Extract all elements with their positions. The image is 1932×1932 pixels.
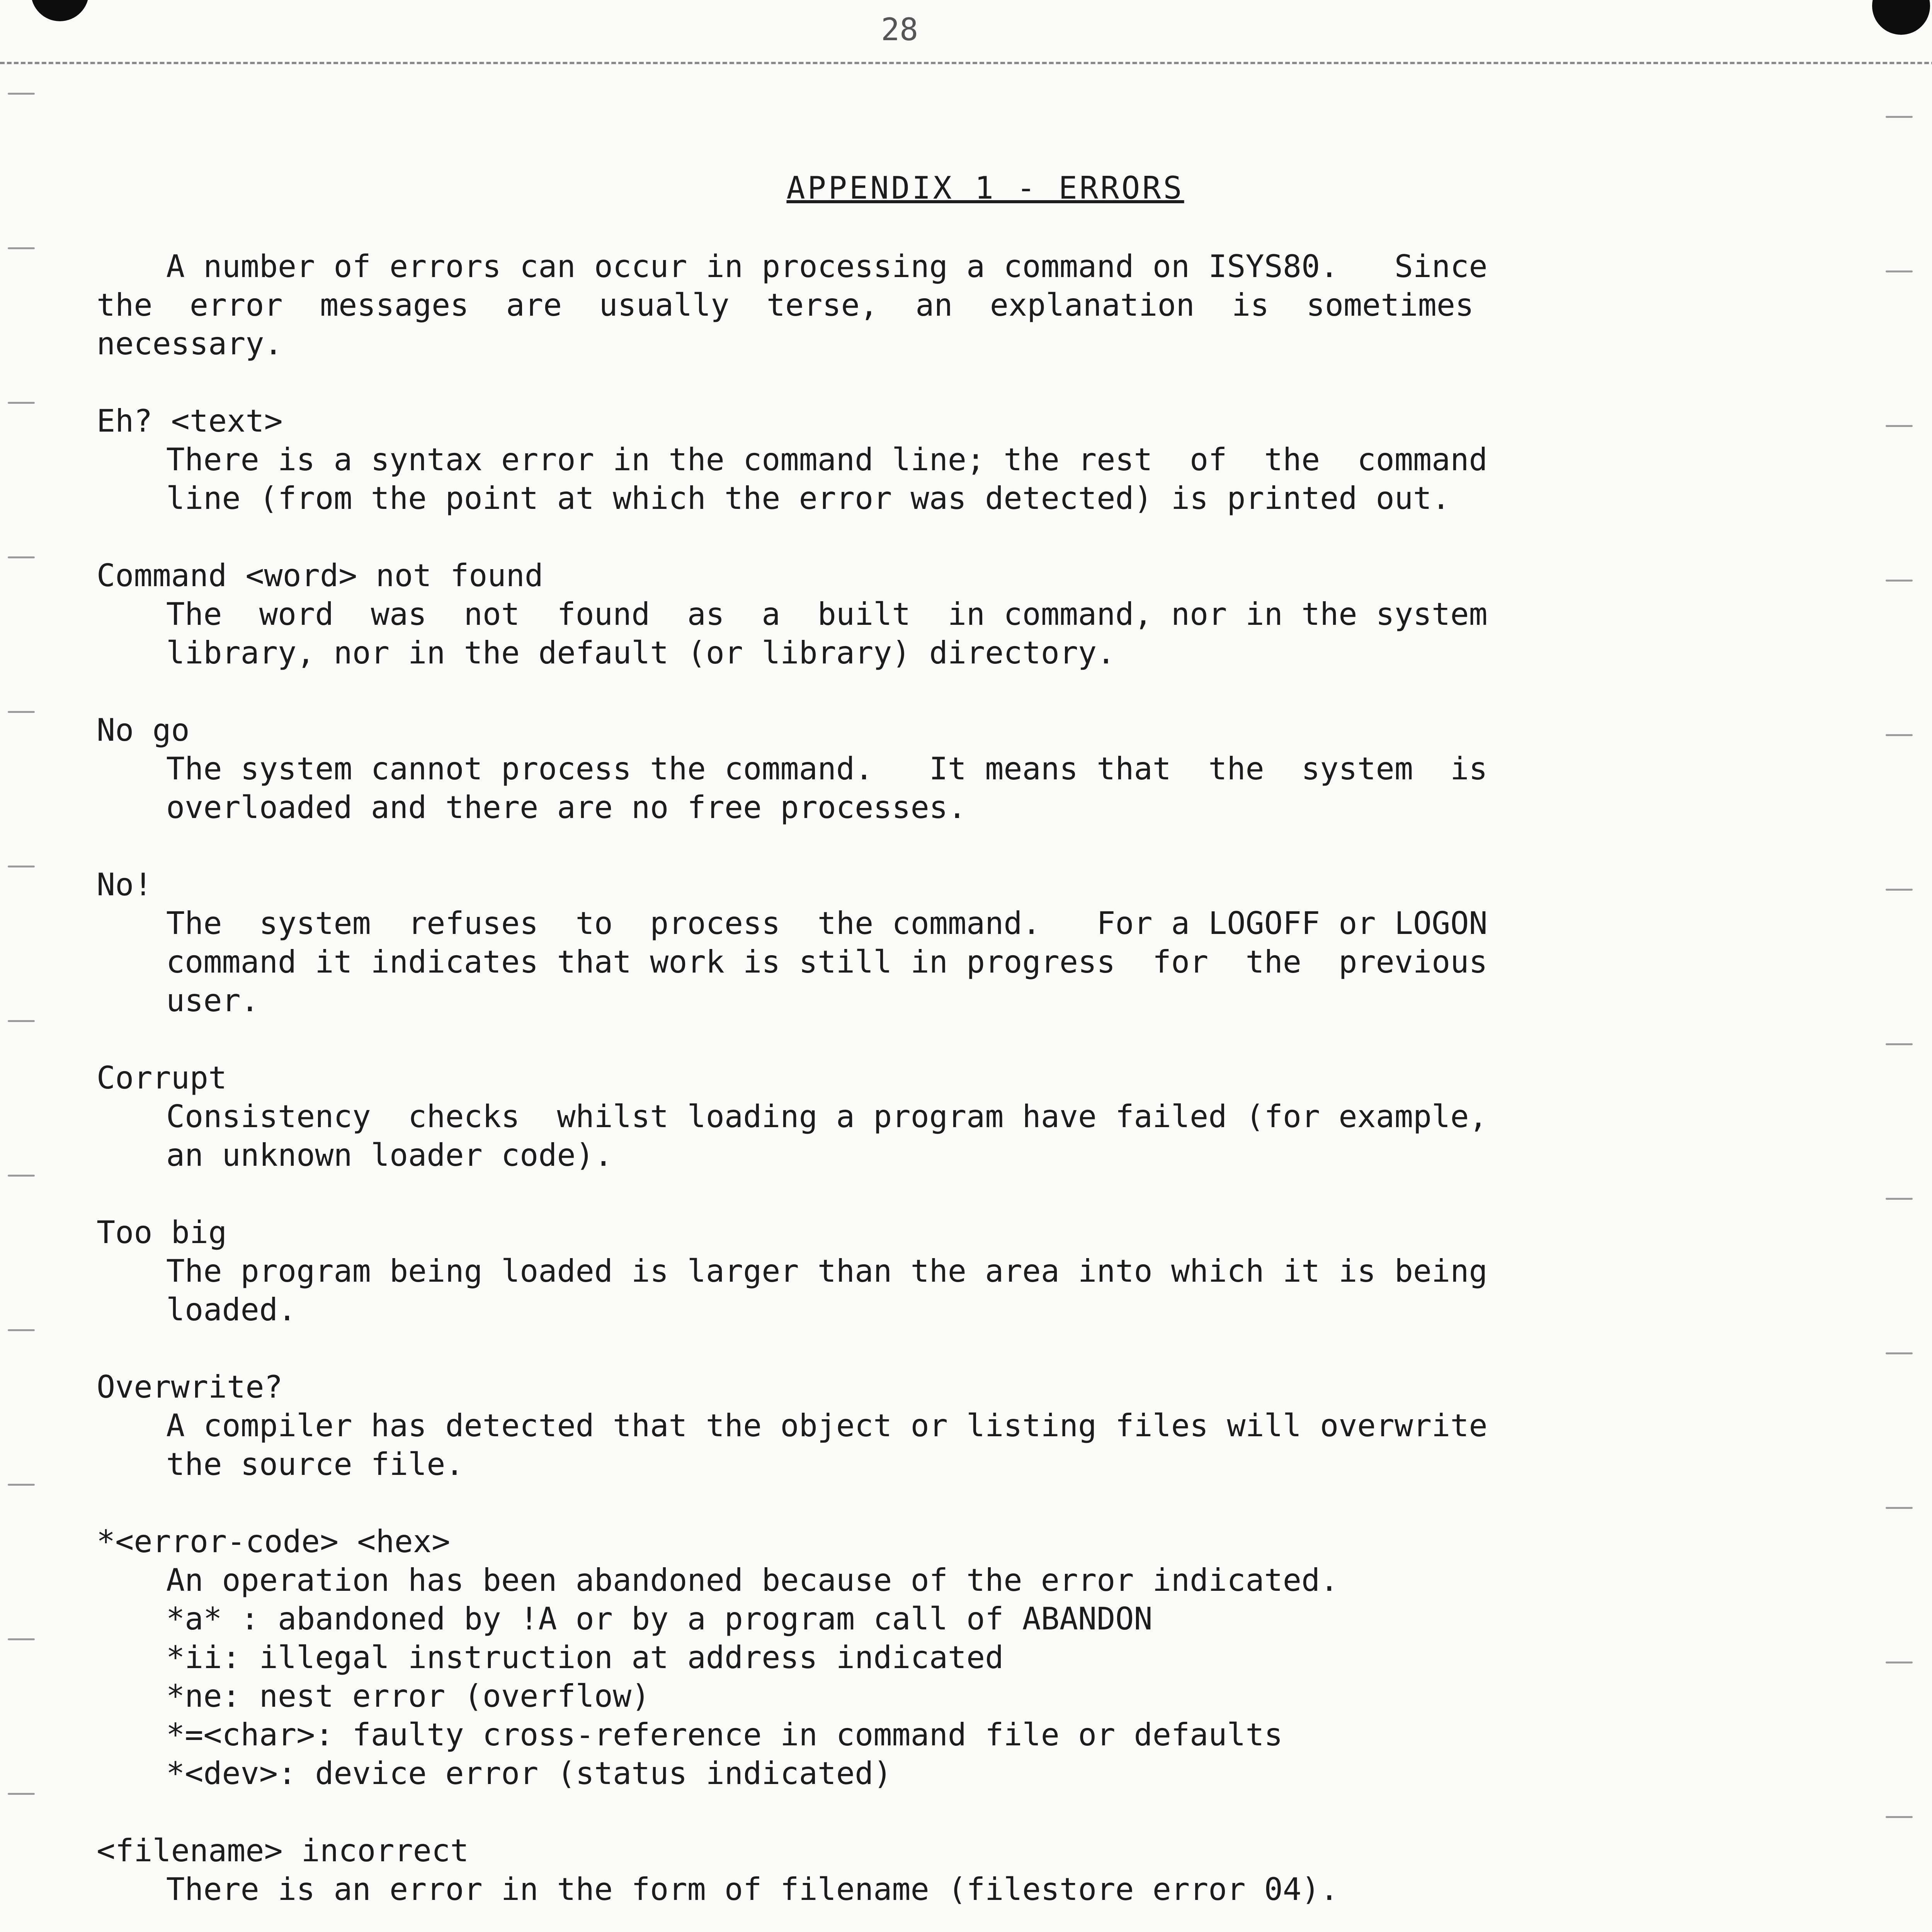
top-perforation-line [0, 62, 1932, 64]
right-margin-mark [1886, 580, 1913, 582]
error-heading: <filename> incorrect [97, 1833, 469, 1869]
left-margin-mark [8, 1020, 35, 1022]
error-heading: Corrupt [97, 1060, 227, 1096]
error-heading: No go [97, 712, 190, 748]
right-margin-mark [1886, 889, 1913, 891]
error-heading: Too big [97, 1214, 227, 1250]
error-description-line: *ne: nest error (overflow) [166, 1678, 650, 1714]
error-description-line: an unknown loader code). [166, 1137, 613, 1173]
error-description-line: The program being loaded is larger than the area into which it is being [166, 1253, 1488, 1289]
left-margin-mark [8, 1329, 35, 1331]
right-margin-mark [1886, 1043, 1913, 1045]
left-margin-mark [8, 1638, 35, 1640]
left-margin-mark [8, 711, 35, 713]
left-margin-mark [8, 247, 35, 249]
right-margin-mark [1886, 116, 1913, 118]
header-page-number: 28 [881, 12, 918, 48]
error-description-line: Consistency checks whilst loading a program have failed (for example, [166, 1099, 1488, 1134]
error-heading: Overwrite? [97, 1369, 283, 1405]
error-description-line: user. [166, 983, 259, 1019]
error-description-line: An operation has been abandoned because of the error indicated. [166, 1562, 1339, 1598]
intro-line: necessary. [97, 326, 283, 362]
error-description-line: The system refuses to process the command. For a LOGOFF or LOGON [166, 905, 1488, 941]
right-margin-mark [1886, 1816, 1913, 1818]
error-description-line: the source file. [166, 1446, 464, 1482]
error-description-line: overloaded and there are no free processes. [166, 789, 967, 825]
error-description-line: command it indicates that work is still in progress for the previous [166, 944, 1488, 980]
left-margin-mark [8, 866, 35, 867]
left-margin-mark [8, 556, 35, 558]
left-margin-mark [8, 402, 35, 404]
right-margin-mark [1886, 1352, 1913, 1354]
error-description-line: *=<char>: faulty cross-reference in command file or defaults [166, 1717, 1283, 1753]
punch-hole-top-right [1872, 0, 1930, 35]
left-margin-mark [8, 1793, 35, 1795]
right-margin-mark [1886, 425, 1913, 427]
right-margin-mark [1886, 1662, 1913, 1663]
punch-hole-top-left [31, 0, 89, 21]
right-margin-mark [1886, 734, 1913, 736]
error-description-line: line (from the point at which the error was detected) is printed out. [166, 480, 1451, 516]
error-description-line: A compiler has detected that the object or listing files will overwrite [166, 1408, 1488, 1444]
error-description-line: The system cannot process the command. It means that the system is [166, 751, 1488, 787]
error-description-line: The word was not found as a built in command, nor in the system [166, 596, 1488, 632]
intro-line: the error messages are usually terse, an explanation is sometimes [97, 287, 1474, 323]
intro-line: A number of errors can occur in processing a command on ISYS80. Since [166, 248, 1488, 284]
left-margin-mark [8, 1175, 35, 1177]
error-description-line: *a* : abandoned by !A or by a program call of ABANDON [166, 1601, 1153, 1637]
error-heading: Command <word> not found [97, 558, 543, 594]
error-heading: No! [97, 867, 153, 903]
error-description-line: library, nor in the default (or library) directory. [166, 635, 1116, 671]
page-title: APPENDIX 1 - ERRORS [786, 170, 1184, 206]
left-margin-mark [8, 93, 35, 95]
error-heading: Eh? <text> [97, 403, 283, 439]
right-margin-mark [1886, 1198, 1913, 1200]
right-margin-mark [1886, 270, 1913, 272]
left-margin-mark [8, 1484, 35, 1486]
right-margin-mark [1886, 1507, 1913, 1509]
error-description-line: loaded. [166, 1292, 297, 1328]
error-description-line: There is a syntax error in the command line; the rest of the command [166, 442, 1488, 478]
error-description-line: *<dev>: device error (status indicated) [166, 1755, 892, 1791]
error-description-line: *ii: illegal instruction at address indicated [166, 1639, 1004, 1675]
error-description-line: There is an error in the form of filename (filestore error 04). [166, 1871, 1339, 1907]
error-heading: *<error-code> <hex> [97, 1524, 451, 1560]
